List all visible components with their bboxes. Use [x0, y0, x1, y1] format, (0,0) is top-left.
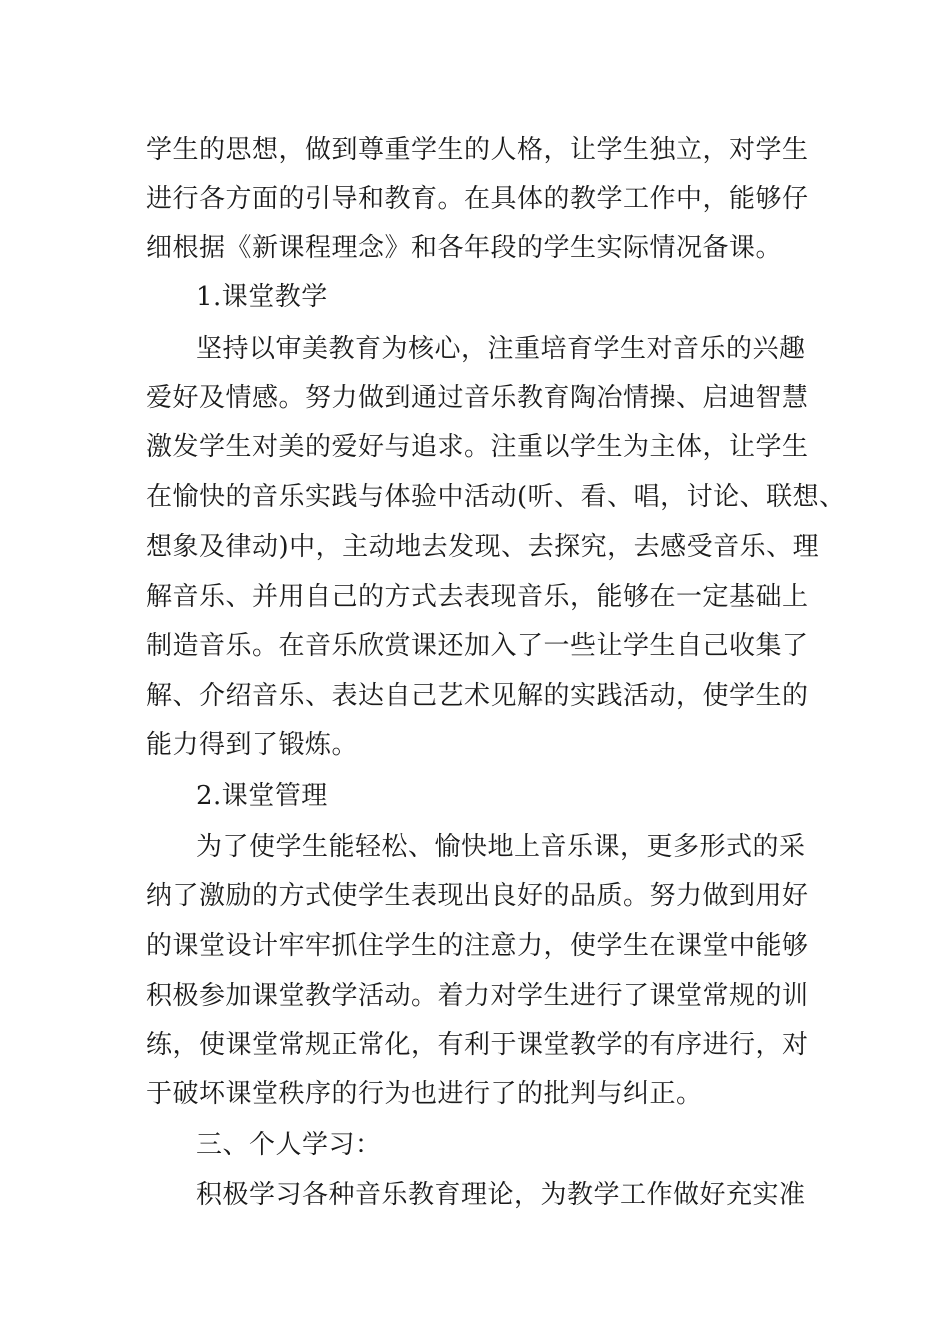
text-line: 学生的思想，做到尊重学生的人格，让学生独立，对学生 [146, 135, 809, 165]
section-heading: 1.课堂教学 [196, 282, 328, 312]
text-line: 在愉快的音乐实践与体验中活动(听、看、唱，讨论、联想、 [146, 482, 846, 512]
text-line: 积极参加课堂教学活动。着力对学生进行了课堂常规的训 [146, 981, 809, 1011]
text-line: 制造音乐。在音乐欣赏课还加入了一些让学生自己收集了 [146, 631, 809, 661]
text-line: 积极学习各种音乐教育理论，为教学工作做好充实准 [196, 1180, 806, 1210]
text-line: 为了使学生能轻松、愉快地上音乐课，更多形式的采 [196, 832, 806, 862]
section-heading: 三、个人学习： [196, 1130, 382, 1160]
text-line: 爱好及情感。努力做到通过音乐教育陶冶情操、启迪智慧 [146, 383, 809, 413]
text-line: 纳了激励的方式使学生表现出良好的品质。努力做到用好 [146, 881, 809, 911]
text-line: 想象及律动)中，主动地去发现、去探究，去感受音乐、理 [146, 532, 820, 562]
text-line: 解、介绍音乐、表达自己艺术见解的实践活动，使学生的 [146, 681, 809, 711]
text-line: 能力得到了锻炼。 [146, 730, 359, 760]
section-heading: 2.课堂管理 [196, 781, 328, 811]
text-line: 的课堂设计牢牢抓住学生的注意力，使学生在课堂中能够 [146, 931, 809, 961]
text-line: 于破坏课堂秩序的行为也进行了的批判与纠正。 [146, 1079, 703, 1109]
text-line: 进行各方面的引导和教育。在具体的教学工作中，能够仔 [146, 184, 809, 214]
text-line: 练，使课堂常规正常化，有利于课堂教学的有序进行，对 [146, 1030, 809, 1060]
text-line: 激发学生对美的爱好与追求。注重以学生为主体，让学生 [146, 432, 809, 462]
text-line: 解音乐、并用自己的方式去表现音乐，能够在一定基础上 [146, 582, 809, 612]
text-line: 细根据《新课程理念》和各年段的学生实际情况备课。 [146, 233, 783, 263]
text-line: 坚持以审美教育为核心，注重培育学生对音乐的兴趣 [196, 334, 806, 364]
